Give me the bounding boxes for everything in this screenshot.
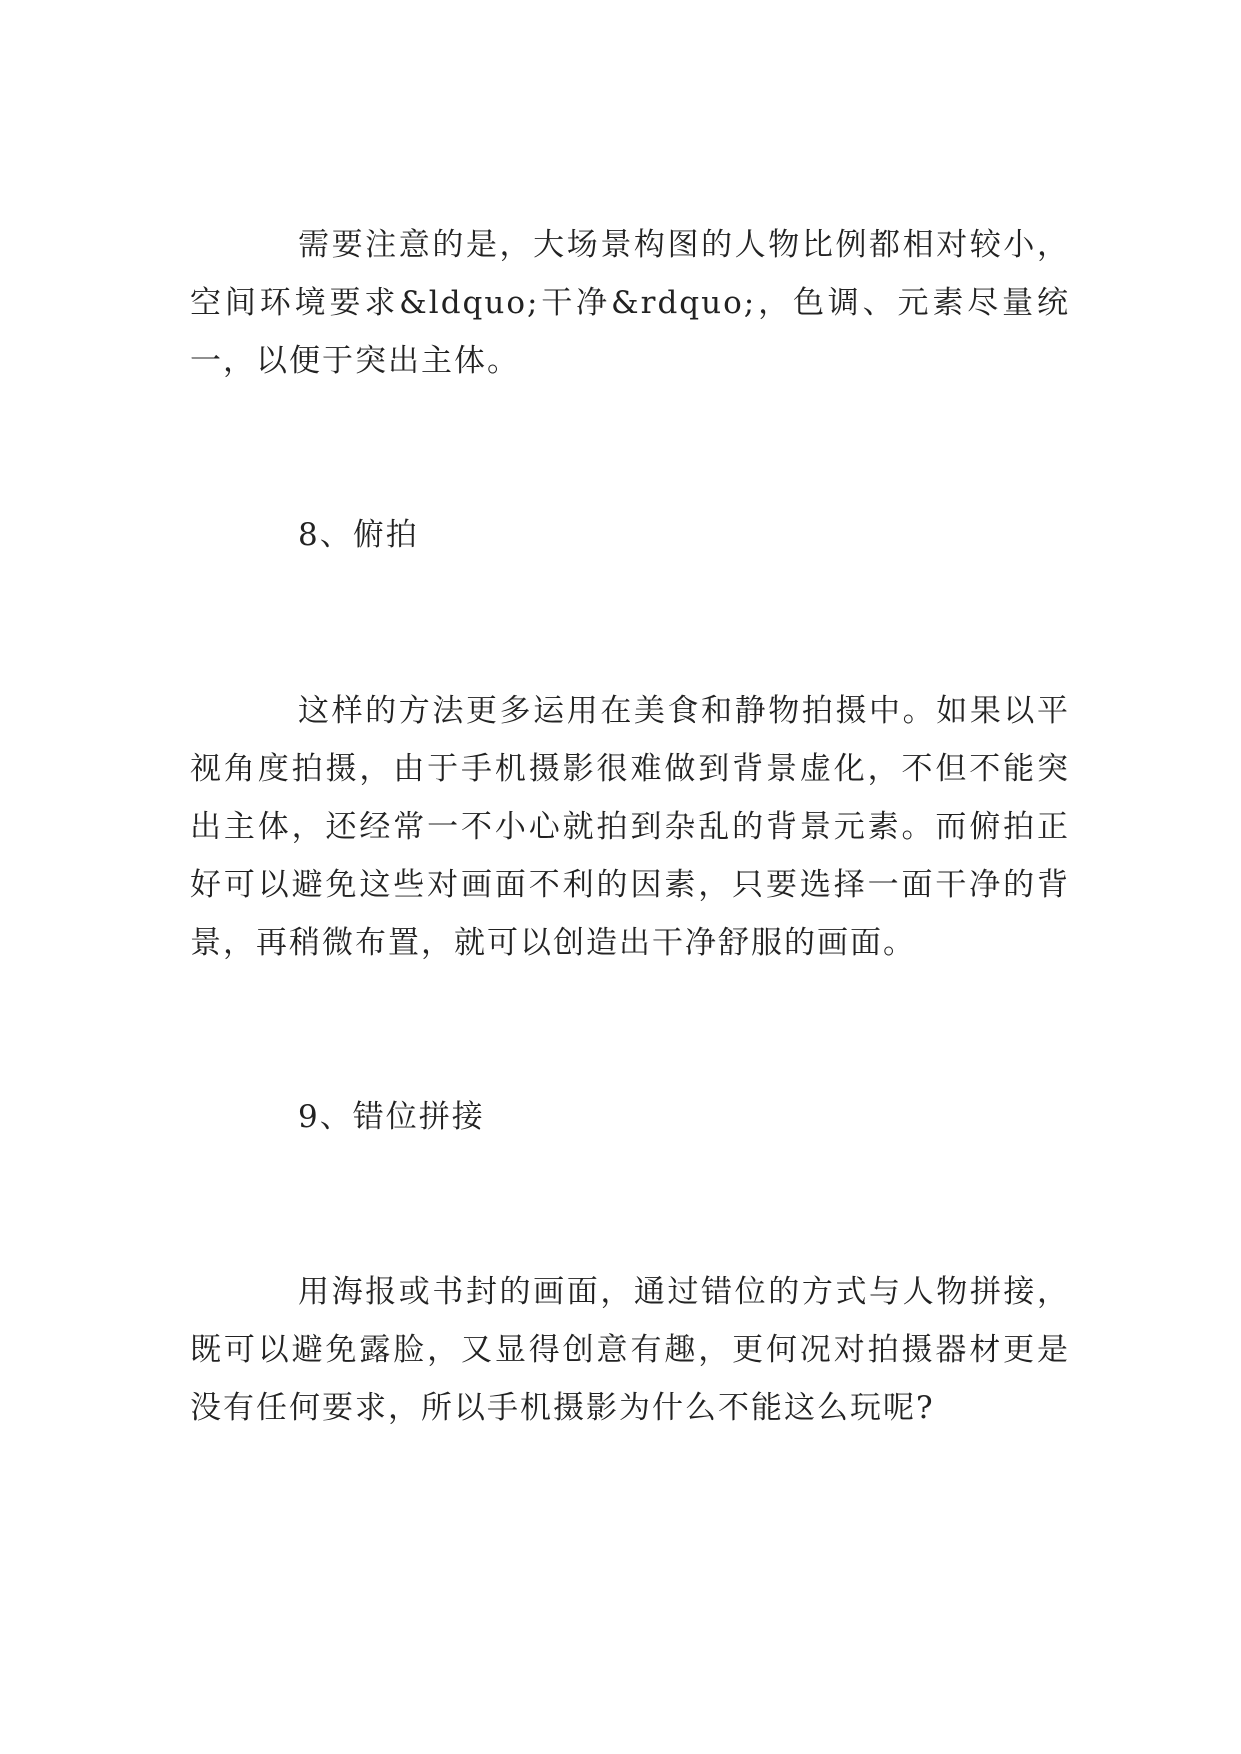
- paragraph-misaligned-collage: 用海报或书封的画面，通过错位的方式与人物拼接，既可以避免露脸，又显得创意有趣，更何况对拍摄器材更是没有任何要求，所以手机摄影为什么不能这么玩呢?: [190, 1274, 1070, 1426]
- section-heading-overhead-shot: 8、俯拍: [298, 517, 419, 553]
- paragraph-overhead-shot: 这样的方法更多运用在美食和静物拍摄中。如果以平视角度拍摄，由于手机摄影很难做到背景虚化，不但不能突出主体，还经常一不小心就拍到杂乱的背景元素。而俯拍正好可以避免这些对画面不利的因素，只要选择一面干净的背景，再稍微布置，就可以创造出干净舒服的画面。: [190, 693, 1070, 961]
- paragraph-large-scene-note: 需要注意的是，大场景构图的人物比例都相对较小，空间环境要求&ldquo;干净&rdquo;，色调、元素尽量统一，以便于突出主体。: [190, 227, 1070, 379]
- section-heading-misaligned-collage: 9、错位拼接: [298, 1099, 485, 1135]
